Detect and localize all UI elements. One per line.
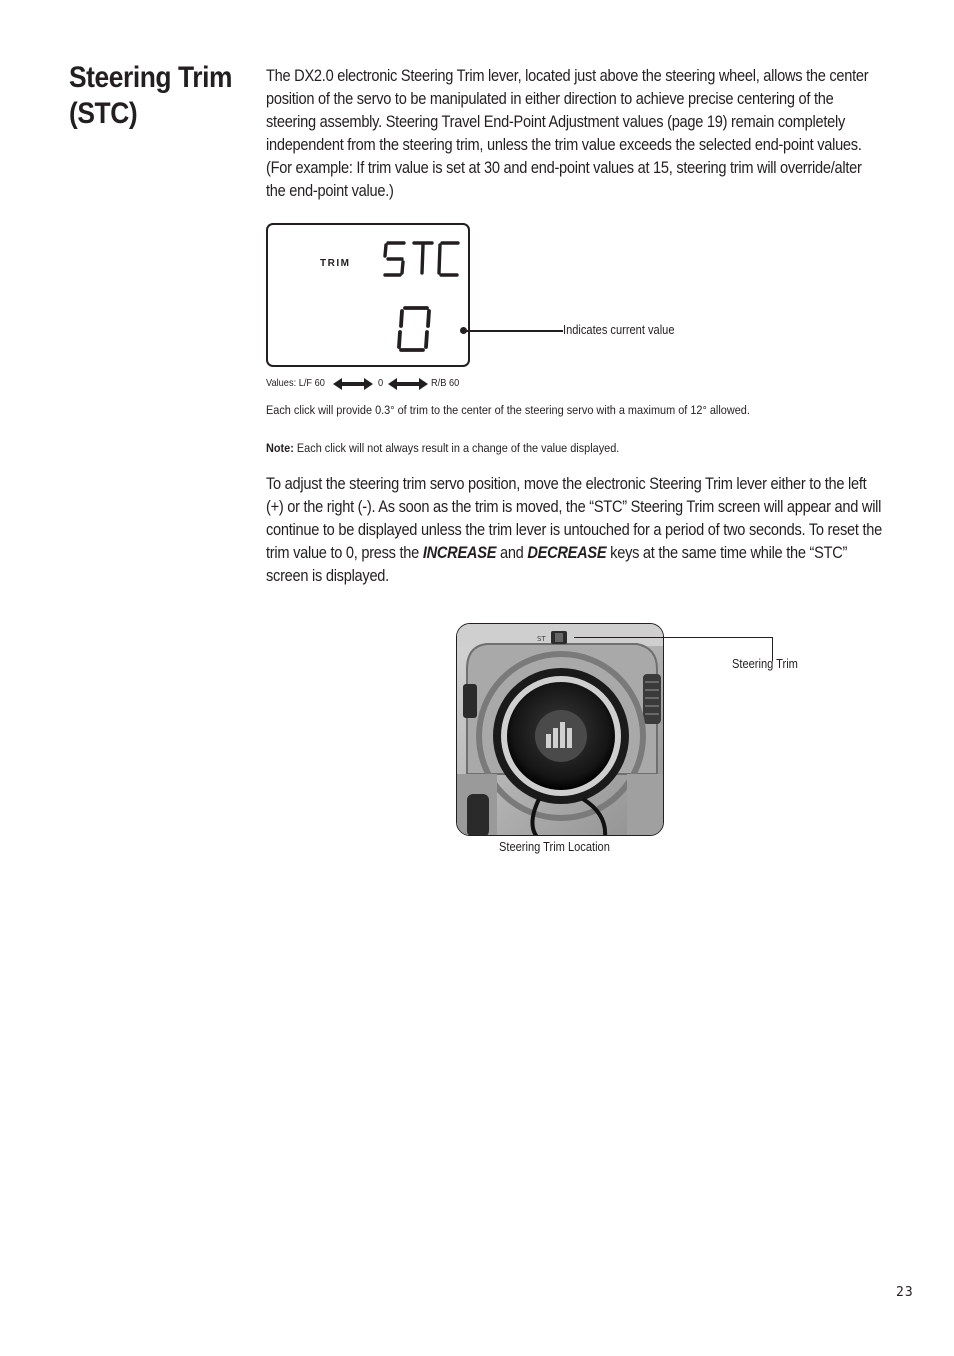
lcd-screen bbox=[266, 223, 470, 367]
adjust-paragraph bbox=[266, 472, 882, 587]
steering-trim-leader-horizontal bbox=[574, 637, 773, 638]
lcd-trim-label: TRIM bbox=[320, 258, 351, 269]
adjust-text-middle: and bbox=[496, 543, 528, 562]
double-arrow-icon bbox=[388, 378, 428, 390]
note-label: Note: bbox=[266, 441, 294, 455]
section-title-line1: Steering Trim bbox=[69, 61, 232, 94]
increase-key-text: INCREASE bbox=[422, 543, 497, 562]
values-left: Values: L/F 60 bbox=[266, 377, 325, 389]
note bbox=[266, 440, 619, 456]
values-right: R/B 60 bbox=[431, 377, 460, 389]
photo-caption: Steering Trim Location bbox=[499, 840, 610, 854]
double-arrow-icon bbox=[333, 378, 373, 390]
intro-paragraph: The DX2.0 electronic Steering Trim lever, located just above the steering wheel, allows the center position of the servo to be manipulated in either direction to achieve precise centering of the steering assembly. Steering Travel End-Point Adjustment values (page 19) remain completely independent from the steering trim, unless the trim value exceeds the selected end-point values. (For example: If trim value is set at 30 and end-point values at 15, steering trim will override/alter the end-point value.) bbox=[266, 66, 869, 200]
note-text: Each click will not always result in a change of the value displayed. bbox=[293, 441, 620, 455]
decrease-key-text: DECREASE bbox=[527, 543, 607, 562]
transmitter-photo bbox=[456, 623, 664, 836]
lcd-value-segments bbox=[396, 305, 432, 353]
click-caption: Each click will provide 0.3° of trim to the center of the steering servo with a maximum of 12° allowed. bbox=[266, 403, 750, 417]
values-center: 0 bbox=[378, 377, 384, 389]
section-title bbox=[69, 60, 236, 132]
steering-trim-callout: Steering Trim bbox=[732, 657, 798, 671]
svg-text:ST: ST bbox=[537, 635, 546, 643]
lcd-leader-line bbox=[463, 330, 563, 332]
lcd-annotation: Indicates current value bbox=[563, 323, 675, 337]
adjust-text-after: keys at the same time while the “STC” screen is displayed. bbox=[266, 543, 848, 585]
lcd-stc-segments bbox=[382, 239, 462, 279]
section-title-line2: (STC) bbox=[69, 97, 138, 130]
adjust-text-before: To adjust the steering trim servo position, move the electronic Steering Trim lever either to the left (+) or the right (-). As soon as the trim is moved, the “STC” Steering Trim screen will appear and will continue to be displayed unless the trim lever is untouched for a period of two seconds. To reset the trim value to 0, press the bbox=[266, 474, 882, 562]
page-number: 23 bbox=[896, 1285, 914, 1300]
